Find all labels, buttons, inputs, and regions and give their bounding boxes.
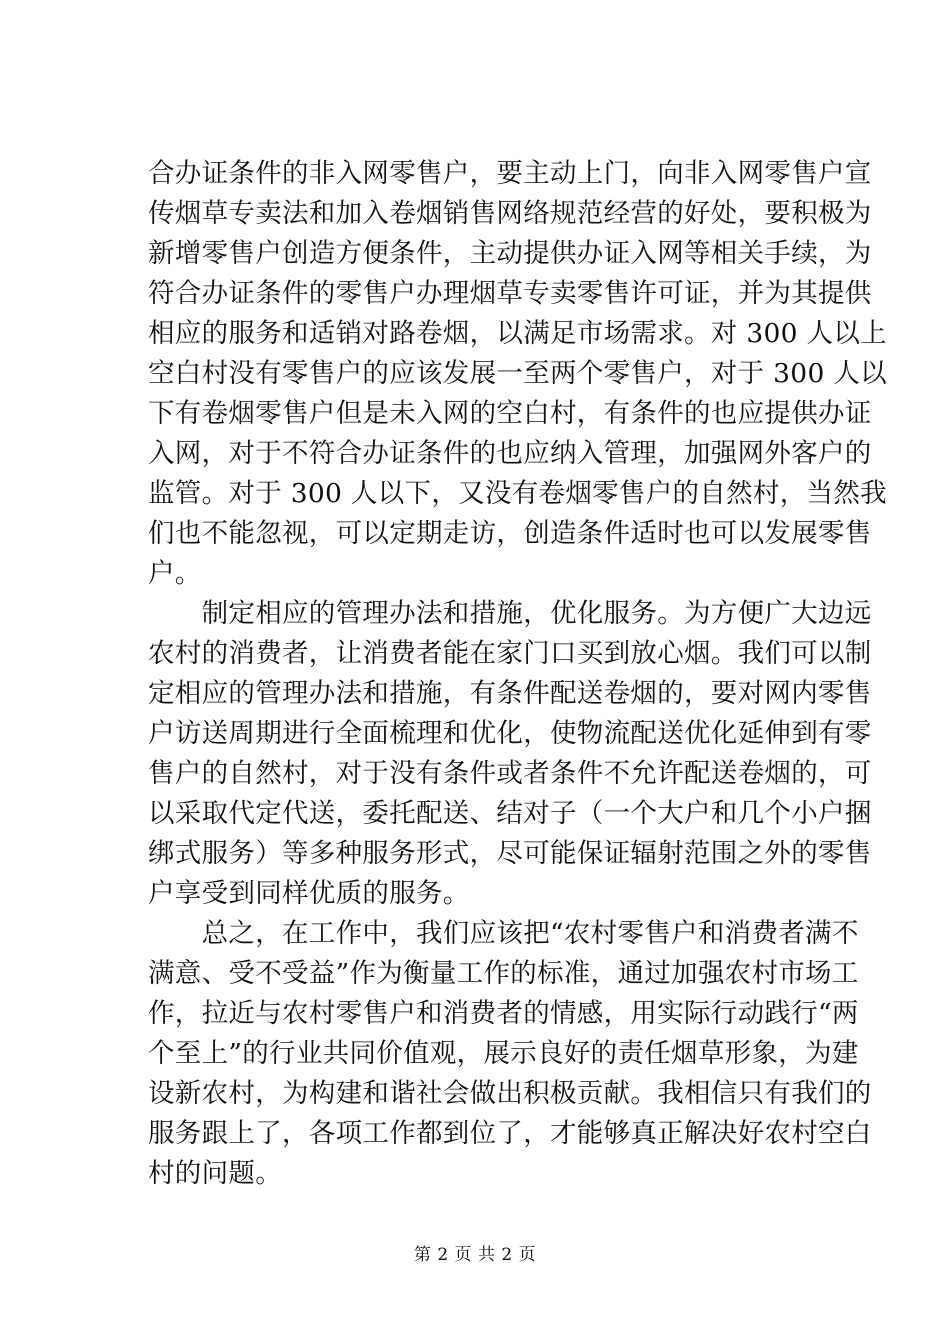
text-line: 设新农村，为构建和谐社会做出积极贡献。我相信只有我们的: [148, 1078, 872, 1109]
page-number: 第 2 页: [413, 1245, 473, 1265]
text-line: 作，拉近与农村零售户和消费者的情感，用实际行动践行“两: [148, 998, 859, 1029]
text-line: 户访送周期进行全面梳理和优化，使物流配送优化延伸到有零: [148, 718, 872, 749]
text-line: 定相应的管理办法和措施，有条件配送卷烟的，要对网内零售: [148, 678, 872, 709]
text-line: 制定相应的管理办法和措施，优化服务。为方便广大边远: [148, 598, 872, 629]
text-line: 绑式服务）等多种服务形式，尽可能保证辐射范围之外的零售: [148, 838, 872, 869]
text-line: 售户的自然村，对于没有条件或者条件不允许配送卷烟的，可: [148, 758, 872, 789]
text-line: 个至上”的行业共同价值观，展示良好的责任烟草形象，为建: [148, 1038, 859, 1069]
text-line: 空白村没有零售户的应该发展一至两个零售户，对于 300 人以: [148, 358, 887, 389]
text-line: 满意、受不受益”作为衡量工作的标准，通过加强农村市场工: [148, 958, 859, 989]
text-line: 相应的服务和适销对路卷烟，以满足市场需求。对 300 人以上: [148, 318, 887, 349]
text-line: 下有卷烟零售户但是未入网的空白村，有条件的也应提供办证: [148, 398, 872, 429]
text-line: 总之，在工作中，我们应该把“农村零售户和消费者满不: [148, 918, 859, 949]
text-line: 合办证条件的非入网零售户，要主动上门，向非入网零售户宣: [148, 158, 872, 189]
text-line: 农村的消费者，让消费者能在家门口买到放心烟。我们可以制: [148, 638, 872, 669]
text-line: 户。: [148, 558, 202, 589]
page-footer: [0, 1243, 950, 1267]
text-line: 服务跟上了，各项工作都到位了，才能够真正解决好农村空白: [148, 1118, 872, 1149]
text-line: 户享受到同样优质的服务。: [148, 878, 470, 909]
text-line: 们也不能忽视，可以定期走访，创造条件适时也可以发展零售: [148, 518, 872, 549]
page-total: 共 2 页: [477, 1245, 537, 1265]
text-line: 入网，对于不符合办证条件的也应纳入管理，加强网外客户的: [148, 438, 872, 469]
text-line: 监管。对于 300 人以下，又没有卷烟零售户的自然村，当然我: [148, 478, 887, 509]
text-line: 以采取代定代送，委托配送、结对子（一个大户和几个小户捆: [148, 798, 872, 829]
text-line: 新增零售户创造方便条件，主动提供办证入网等相关手续，为: [148, 238, 872, 269]
text-line: 符合办证条件的零售户办理烟草专卖零售许可证，并为其提供: [148, 278, 872, 309]
text-line: 村的问题。: [148, 1158, 282, 1189]
text-line: 传烟草专卖法和加入卷烟销售网络规范经营的好处，要积极为: [148, 198, 872, 229]
